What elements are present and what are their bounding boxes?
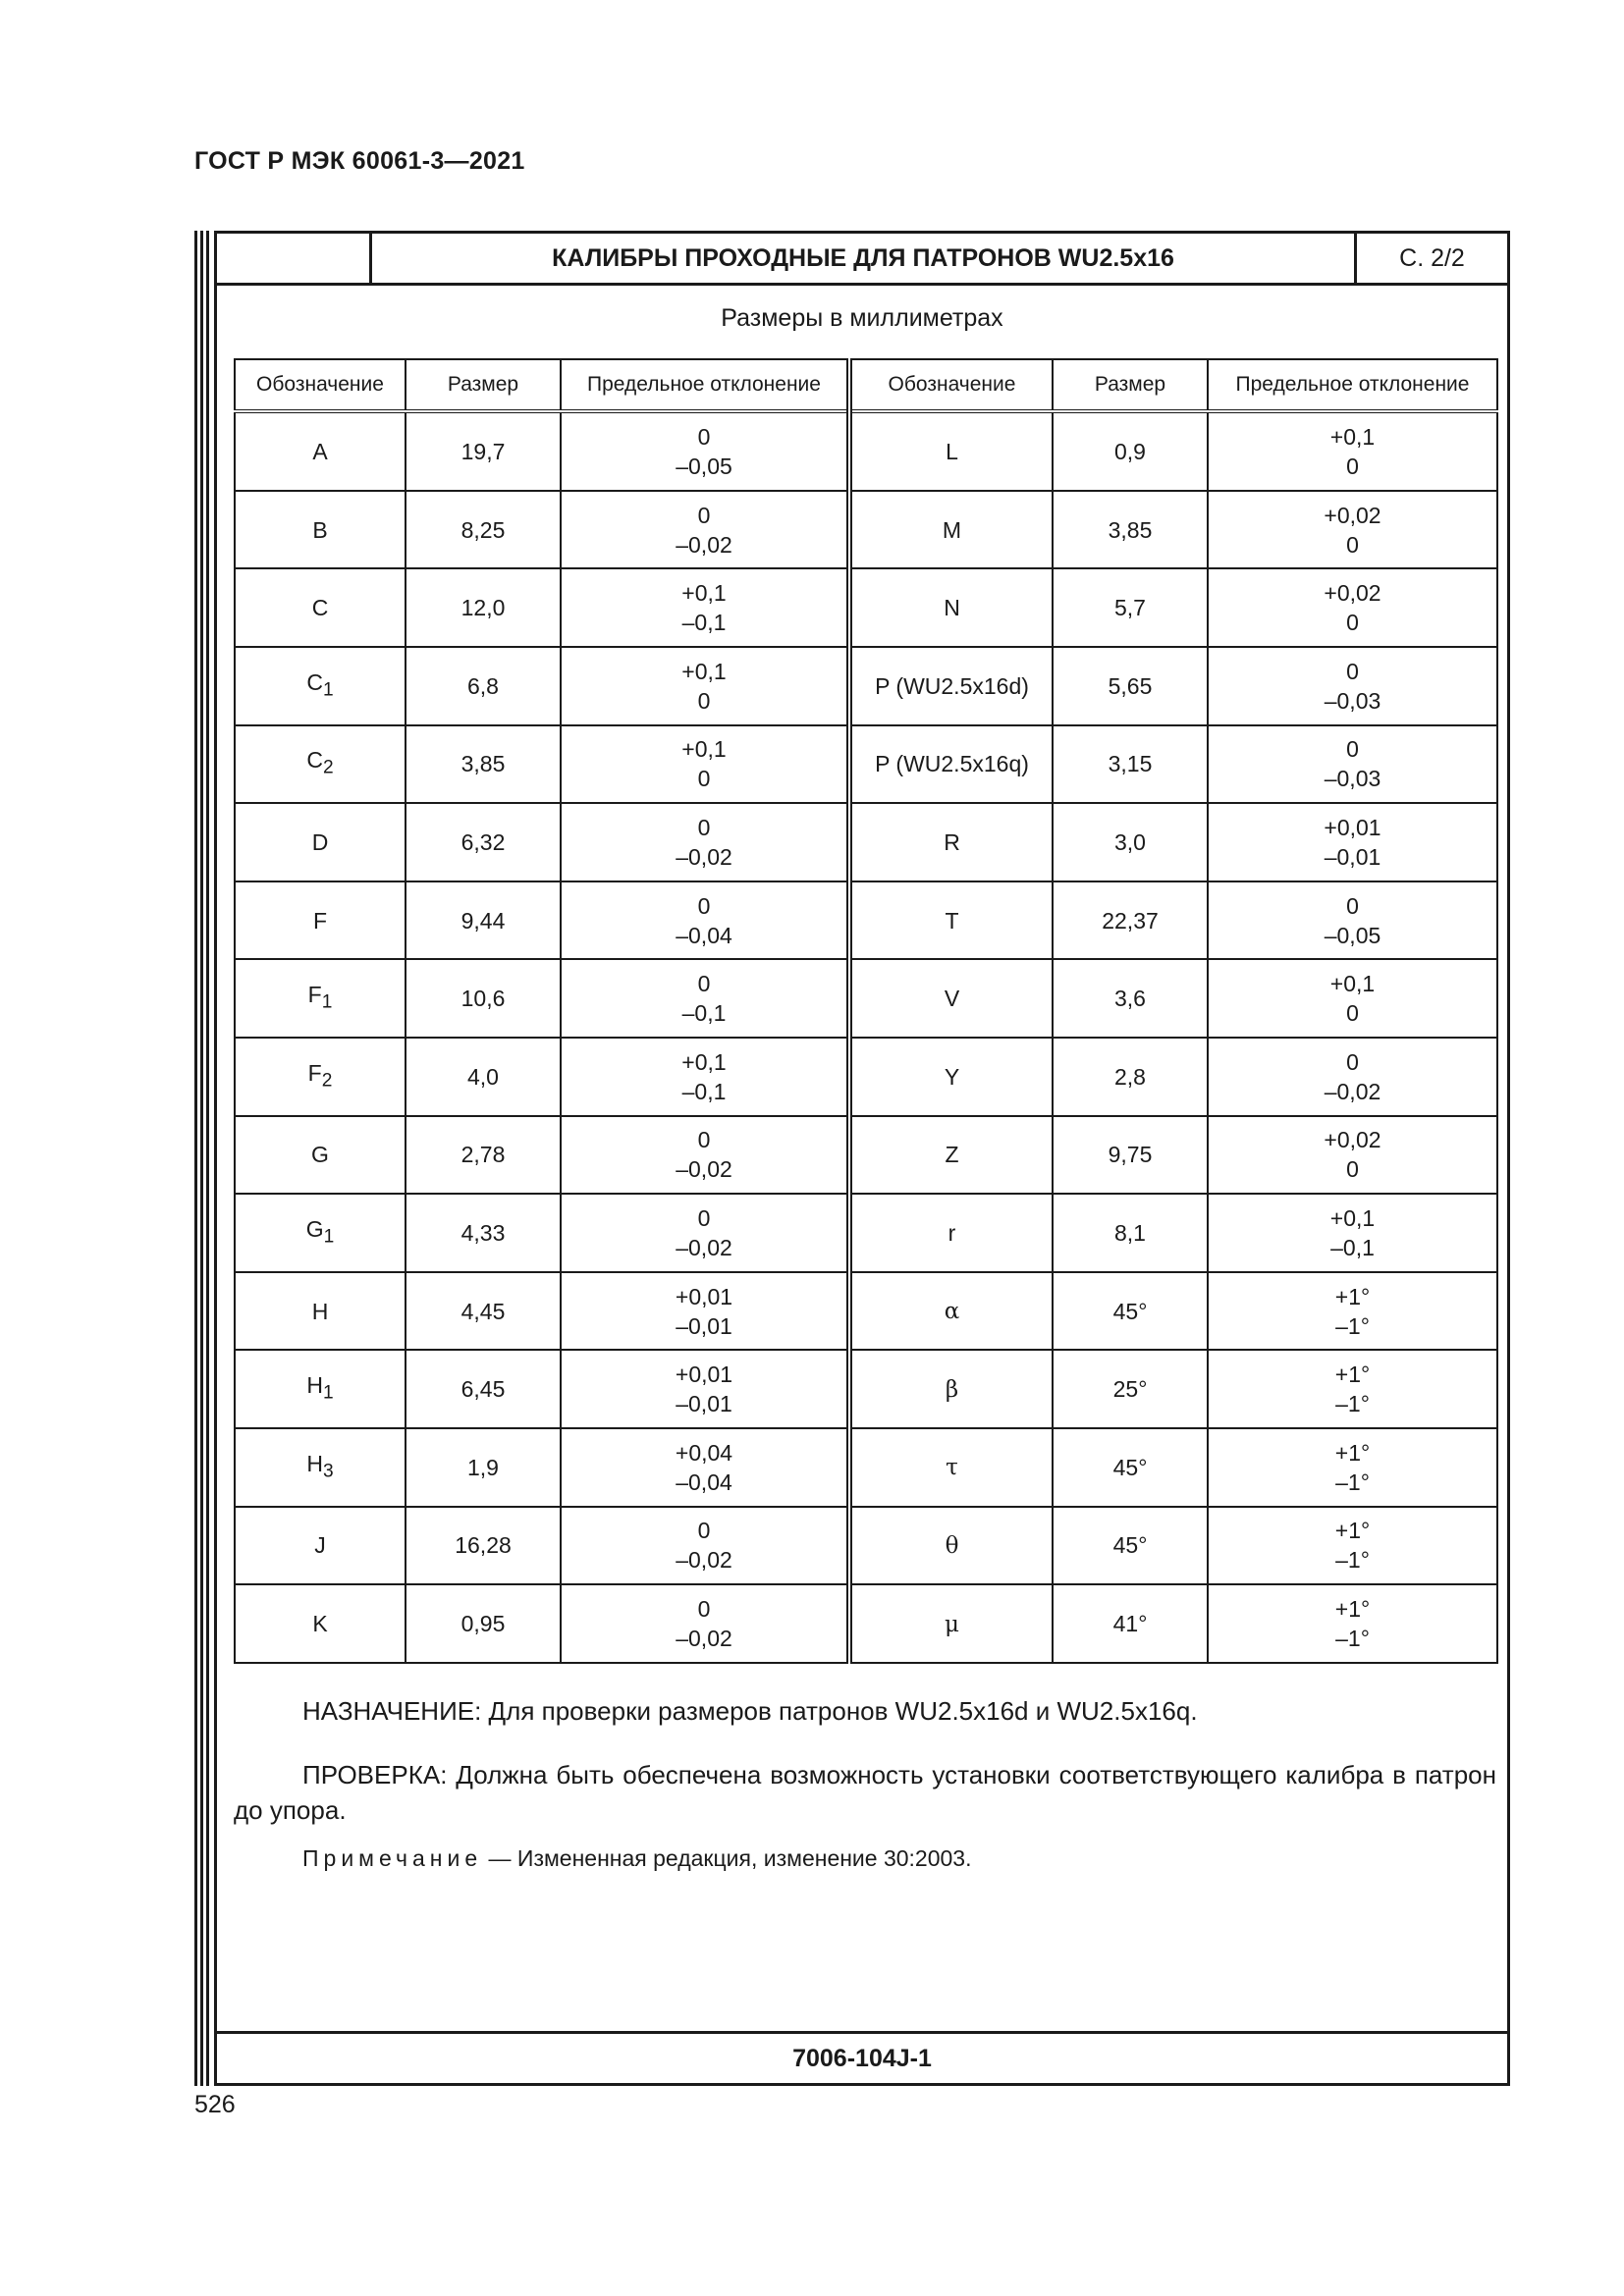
designation-letter: H bbox=[311, 1298, 329, 1324]
size-cell: 3,85 bbox=[1053, 491, 1208, 569]
table-row bbox=[235, 1272, 1497, 1351]
tolerance-lower: –0,01 bbox=[1324, 844, 1381, 871]
tolerance-upper: +1° bbox=[1334, 1596, 1371, 1623]
tolerance-lower: –0,03 bbox=[1324, 687, 1381, 714]
tolerance-upper: +0,1 bbox=[681, 1048, 727, 1075]
column-header: Обозначение bbox=[235, 359, 406, 411]
tolerance-lower: 0 bbox=[697, 687, 711, 714]
tolerance-upper: +0,02 bbox=[1324, 1127, 1381, 1153]
tolerance-upper: +1° bbox=[1334, 1283, 1371, 1309]
size-cell: 4,33 bbox=[406, 1194, 561, 1272]
tolerance-cell bbox=[561, 411, 849, 491]
table-row bbox=[235, 568, 1497, 647]
designation-cell bbox=[235, 1350, 406, 1428]
designation-letter: T bbox=[945, 907, 959, 934]
designation-subscript: 2 bbox=[322, 757, 334, 778]
tolerance-lower: –0,03 bbox=[1324, 766, 1381, 792]
column-header: Обозначение bbox=[849, 359, 1053, 411]
check-text: ПРОВЕРКА: Должна быть обеспечена возможность установки соответствующего калибра в патрон до упора. bbox=[234, 1760, 1496, 1825]
size-cell: 3,0 bbox=[1053, 803, 1208, 881]
tolerance-cell bbox=[561, 803, 849, 881]
binding-bar-inner bbox=[206, 231, 209, 2086]
size-cell: 22,37 bbox=[1053, 881, 1208, 960]
size-cell: 4,45 bbox=[406, 1272, 561, 1351]
size-cell: 8,25 bbox=[406, 491, 561, 569]
designation-cell bbox=[849, 1038, 1053, 1116]
tolerance-upper: +1° bbox=[1334, 1518, 1371, 1544]
size-cell: 45° bbox=[1053, 1272, 1208, 1351]
designation-letter: N bbox=[944, 595, 960, 621]
designation-cell bbox=[235, 1507, 406, 1585]
title-blank-cell bbox=[217, 234, 372, 283]
designation-subscript: 1 bbox=[321, 991, 333, 1013]
tolerance-lower: –1° bbox=[1335, 1391, 1370, 1417]
tolerance-lower: –1° bbox=[1335, 1468, 1370, 1495]
tolerance-cell bbox=[1208, 959, 1497, 1038]
purpose-text: НАЗНАЧЕНИЕ: Для проверки размеров патронов WU2.5x16d и WU2.5x16q. bbox=[302, 1696, 1198, 1726]
designation-cell bbox=[849, 1116, 1053, 1195]
tolerance-lower: –0,01 bbox=[676, 1312, 732, 1339]
tolerance-cell bbox=[1208, 568, 1497, 647]
tolerance-lower: 0 bbox=[1346, 1156, 1359, 1183]
tolerance-upper: +0,1 bbox=[1329, 1205, 1376, 1232]
designation-letter: C bbox=[306, 747, 323, 774]
tolerance-upper: +0,1 bbox=[1329, 423, 1376, 450]
column-header: Размер bbox=[1053, 359, 1208, 411]
tolerance-lower: –0,02 bbox=[676, 1547, 732, 1574]
designation-cell bbox=[849, 1350, 1053, 1428]
designation-cell bbox=[235, 725, 406, 804]
size-cell: 4,0 bbox=[406, 1038, 561, 1116]
tolerance-lower: 0 bbox=[1346, 1000, 1359, 1027]
designation-subscript: 2 bbox=[321, 1070, 333, 1092]
note-label: Примечание bbox=[302, 1845, 483, 1871]
designation-letter: P (WU2.5x16q) bbox=[875, 751, 1029, 777]
tolerance-upper: 0 bbox=[697, 971, 711, 997]
tolerance-cell bbox=[561, 568, 849, 647]
tolerance-upper: +1° bbox=[1334, 1362, 1371, 1388]
designation-letter: r bbox=[947, 1220, 956, 1247]
designation-subscript: 1 bbox=[322, 679, 334, 701]
tolerance-upper: +0,1 bbox=[681, 580, 727, 607]
designation-letter: D bbox=[311, 829, 329, 856]
tolerance-upper: +0,1 bbox=[1329, 971, 1376, 997]
designation-cell bbox=[235, 1584, 406, 1663]
table-row bbox=[235, 1116, 1497, 1195]
tolerance-lower: –1° bbox=[1335, 1547, 1370, 1574]
designation-letter: L bbox=[946, 438, 958, 464]
tolerance-upper: 0 bbox=[1346, 658, 1359, 684]
designation-cell bbox=[235, 1038, 406, 1116]
table-row bbox=[235, 803, 1497, 881]
tolerance-lower: 0 bbox=[1346, 610, 1359, 636]
tolerance-cell bbox=[561, 1428, 849, 1507]
tolerance-cell bbox=[1208, 803, 1497, 881]
designation-letter: V bbox=[944, 986, 960, 1012]
table-row bbox=[235, 1038, 1497, 1116]
designation-letter: F bbox=[307, 981, 322, 1007]
tolerance-cell bbox=[1208, 1584, 1497, 1663]
tolerance-upper: +1° bbox=[1334, 1439, 1371, 1466]
tolerance-upper: +0,1 bbox=[681, 736, 727, 763]
designation-letter: Y bbox=[944, 1063, 960, 1090]
tolerance-upper: 0 bbox=[1346, 1048, 1359, 1075]
tolerance-upper: +0,01 bbox=[675, 1283, 733, 1309]
designation-subscript: 1 bbox=[322, 1382, 334, 1404]
tolerance-cell bbox=[561, 1272, 849, 1351]
tolerance-cell bbox=[561, 1038, 849, 1116]
tolerance-lower: –0,1 bbox=[1330, 1235, 1375, 1261]
tolerance-cell bbox=[561, 959, 849, 1038]
table-row bbox=[235, 1428, 1497, 1507]
tolerance-upper: 0 bbox=[697, 815, 711, 841]
tolerance-lower: –0,05 bbox=[1324, 922, 1381, 948]
size-cell: 3,6 bbox=[1053, 959, 1208, 1038]
tolerance-lower: –0,04 bbox=[676, 1468, 732, 1495]
size-cell: 9,44 bbox=[406, 881, 561, 960]
size-cell: 45° bbox=[1053, 1507, 1208, 1585]
tolerance-cell bbox=[561, 725, 849, 804]
table-row bbox=[235, 1584, 1497, 1663]
size-cell: 2,78 bbox=[406, 1116, 561, 1195]
designation-cell bbox=[235, 568, 406, 647]
designation-letter: H bbox=[306, 1450, 323, 1476]
column-header: Размер bbox=[406, 359, 561, 411]
tolerance-lower: 0 bbox=[697, 766, 711, 792]
designation-letter: τ bbox=[946, 1455, 958, 1481]
standard-header: ГОСТ Р МЭК 60061-3—2021 bbox=[194, 147, 525, 175]
designation-cell bbox=[849, 1272, 1053, 1351]
binding-bar-middle bbox=[200, 231, 203, 2086]
size-cell: 45° bbox=[1053, 1428, 1208, 1507]
tolerance-cell bbox=[1208, 491, 1497, 569]
tolerance-cell bbox=[1208, 881, 1497, 960]
designation-letter: J bbox=[314, 1532, 326, 1559]
designation-cell bbox=[235, 1428, 406, 1507]
size-cell: 0,95 bbox=[406, 1584, 561, 1663]
note-text: — Измененная редакция, изменение 30:2003. bbox=[482, 1845, 972, 1871]
tolerance-lower: –0,05 bbox=[676, 453, 732, 479]
tolerance-upper: 0 bbox=[697, 892, 711, 919]
tolerance-upper: 0 bbox=[697, 502, 711, 528]
table-row bbox=[235, 647, 1497, 725]
designation-subscript: 3 bbox=[322, 1461, 334, 1482]
designation-cell bbox=[849, 491, 1053, 569]
tolerance-upper: 0 bbox=[1346, 736, 1359, 763]
designation-letter: C bbox=[306, 668, 323, 695]
tolerance-cell bbox=[1208, 1350, 1497, 1428]
designation-cell bbox=[849, 568, 1053, 647]
size-cell: 1,9 bbox=[406, 1428, 561, 1507]
sheet-code: 7006-104J-1 bbox=[217, 2031, 1507, 2083]
tolerance-cell bbox=[1208, 1038, 1497, 1116]
tolerance-upper: 0 bbox=[697, 1205, 711, 1232]
tolerance-cell bbox=[561, 881, 849, 960]
size-cell: 10,6 bbox=[406, 959, 561, 1038]
tolerance-cell bbox=[1208, 1428, 1497, 1507]
designation-letter: F bbox=[307, 1059, 322, 1086]
tolerance-lower: –1° bbox=[1335, 1312, 1370, 1339]
tolerance-lower: –0,02 bbox=[1324, 1078, 1381, 1104]
tolerance-cell bbox=[1208, 1116, 1497, 1195]
sheet-title: КАЛИБРЫ ПРОХОДНЫЕ ДЛЯ ПАТРОНОВ WU2.5x16 bbox=[372, 234, 1357, 283]
note bbox=[302, 1845, 972, 1872]
designation-cell bbox=[849, 1507, 1053, 1585]
size-cell: 3,15 bbox=[1053, 725, 1208, 804]
table-row bbox=[235, 411, 1497, 491]
tolerance-lower: –0,1 bbox=[681, 1000, 727, 1027]
designation-cell bbox=[235, 491, 406, 569]
designation-cell bbox=[849, 1584, 1053, 1663]
tolerance-lower: –0,02 bbox=[676, 1626, 732, 1652]
designation-cell bbox=[849, 411, 1053, 491]
tolerance-upper: 0 bbox=[697, 423, 711, 450]
tolerance-upper: 0 bbox=[1346, 892, 1359, 919]
table-row bbox=[235, 1194, 1497, 1272]
size-cell: 3,85 bbox=[406, 725, 561, 804]
size-cell: 12,0 bbox=[406, 568, 561, 647]
tolerance-upper: 0 bbox=[697, 1596, 711, 1623]
tolerance-lower: –0,02 bbox=[676, 1235, 732, 1261]
size-cell: 6,45 bbox=[406, 1350, 561, 1428]
table-row bbox=[235, 725, 1497, 804]
size-cell: 0,9 bbox=[1053, 411, 1208, 491]
tolerance-cell bbox=[561, 647, 849, 725]
tolerance-lower: –0,01 bbox=[676, 1391, 732, 1417]
tolerance-cell bbox=[561, 1116, 849, 1195]
tolerance-lower: –0,04 bbox=[676, 922, 732, 948]
table-header-row bbox=[235, 359, 1497, 411]
designation-letter: C bbox=[311, 595, 329, 621]
designation-letter: H bbox=[306, 1371, 323, 1398]
tolerance-cell bbox=[561, 1584, 849, 1663]
designation-cell bbox=[235, 803, 406, 881]
designation-subscript: 1 bbox=[323, 1226, 335, 1248]
tolerance-lower: 0 bbox=[1346, 453, 1359, 479]
designation-letter: K bbox=[312, 1611, 328, 1637]
designation-cell bbox=[849, 647, 1053, 725]
tolerance-lower: –0,02 bbox=[676, 531, 732, 558]
designation-letter: Z bbox=[945, 1142, 959, 1168]
column-header: Предельное отклонение bbox=[1208, 359, 1497, 411]
size-cell: 25° bbox=[1053, 1350, 1208, 1428]
tolerance-lower: –0,02 bbox=[676, 1156, 732, 1183]
sheet-page: С. 2/2 bbox=[1399, 243, 1465, 272]
size-cell: 6,8 bbox=[406, 647, 561, 725]
size-cell: 16,28 bbox=[406, 1507, 561, 1585]
size-cell: 5,7 bbox=[1053, 568, 1208, 647]
designation-cell bbox=[235, 881, 406, 960]
size-cell: 6,32 bbox=[406, 803, 561, 881]
units-caption: Размеры в миллиметрах bbox=[721, 304, 1003, 332]
title-row bbox=[217, 234, 1507, 286]
designation-cell bbox=[235, 1272, 406, 1351]
designation-cell bbox=[235, 959, 406, 1038]
designation-letter: M bbox=[942, 516, 962, 543]
designation-letter: R bbox=[944, 829, 960, 856]
tolerance-lower: –1° bbox=[1335, 1626, 1370, 1652]
tolerance-upper: +0,02 bbox=[1324, 502, 1381, 528]
tolerance-upper: +0,01 bbox=[675, 1362, 733, 1388]
designation-cell bbox=[235, 1116, 406, 1195]
tolerance-cell bbox=[561, 1194, 849, 1272]
designation-letter: G bbox=[311, 1142, 329, 1168]
designation-letter: μ bbox=[945, 1611, 959, 1637]
tolerance-lower: –0,02 bbox=[676, 844, 732, 871]
tolerance-lower: –0,1 bbox=[681, 610, 727, 636]
designation-letter: A bbox=[312, 438, 328, 464]
tolerance-cell bbox=[561, 1507, 849, 1585]
designation-cell bbox=[849, 803, 1053, 881]
tolerance-upper: 0 bbox=[697, 1518, 711, 1544]
tolerance-lower: 0 bbox=[1346, 531, 1359, 558]
designation-letter: G bbox=[305, 1215, 324, 1242]
tolerance-cell bbox=[1208, 411, 1497, 491]
designation-letter: θ bbox=[945, 1532, 959, 1559]
table-row bbox=[235, 959, 1497, 1038]
tolerance-upper: +0,02 bbox=[1324, 580, 1381, 607]
size-cell: 2,8 bbox=[1053, 1038, 1208, 1116]
designation-cell bbox=[235, 411, 406, 491]
table-row bbox=[235, 1350, 1497, 1428]
binding-bar-outer bbox=[194, 231, 197, 2086]
designation-cell bbox=[849, 725, 1053, 804]
tolerance-upper: +0,01 bbox=[1324, 815, 1381, 841]
tolerance-cell bbox=[1208, 1507, 1497, 1585]
tolerance-cell bbox=[1208, 1194, 1497, 1272]
table-row bbox=[235, 1507, 1497, 1585]
tolerance-upper: 0 bbox=[697, 1127, 711, 1153]
designation-cell bbox=[235, 1194, 406, 1272]
table-row bbox=[235, 491, 1497, 569]
size-cell: 9,75 bbox=[1053, 1116, 1208, 1195]
tolerance-cell bbox=[1208, 725, 1497, 804]
designation-letter: P (WU2.5x16d) bbox=[875, 672, 1029, 699]
designation-letter: α bbox=[944, 1299, 960, 1325]
tolerance-cell bbox=[561, 1350, 849, 1428]
designation-letter: B bbox=[312, 516, 328, 543]
tolerance-cell bbox=[1208, 647, 1497, 725]
size-cell: 8,1 bbox=[1053, 1194, 1208, 1272]
designation-letter: F bbox=[312, 907, 328, 934]
dimensions-table bbox=[234, 358, 1498, 1664]
designation-cell bbox=[849, 1194, 1053, 1272]
tolerance-lower: –0,1 bbox=[681, 1078, 727, 1104]
size-cell: 41° bbox=[1053, 1584, 1208, 1663]
tolerance-upper: +0,1 bbox=[681, 658, 727, 684]
page-number: 526 bbox=[194, 2091, 236, 2118]
designation-cell bbox=[849, 1428, 1053, 1507]
designation-letter: β bbox=[945, 1376, 959, 1403]
designation-cell bbox=[849, 881, 1053, 960]
designation-cell bbox=[235, 647, 406, 725]
designation-cell bbox=[849, 959, 1053, 1038]
tolerance-cell bbox=[1208, 1272, 1497, 1351]
tolerance-upper: +0,04 bbox=[675, 1439, 733, 1466]
table-row bbox=[235, 881, 1497, 960]
tolerance-cell bbox=[561, 491, 849, 569]
size-cell: 5,65 bbox=[1053, 647, 1208, 725]
column-header: Предельное отклонение bbox=[561, 359, 849, 411]
size-cell: 19,7 bbox=[406, 411, 561, 491]
